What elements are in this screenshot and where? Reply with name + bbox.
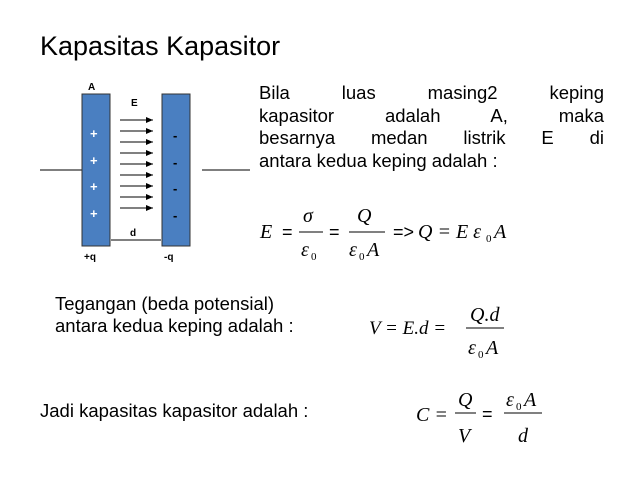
eq-sub: 0 (478, 349, 484, 361)
left-plate (82, 94, 110, 246)
intro-line: Bila luas masing2 keping (259, 82, 604, 103)
right-charge-label: -q (164, 252, 174, 263)
equals-sign: = (329, 222, 340, 242)
eq-sigma: σ (303, 205, 313, 227)
eq-d: d (518, 425, 528, 447)
minus-sign: - (173, 155, 178, 170)
implies-sign: => (393, 222, 415, 242)
equals-sign: = (482, 404, 493, 424)
left-charge-label: +q (84, 252, 96, 263)
right-plate (162, 94, 190, 246)
eq-eps: ε (506, 389, 514, 411)
intro-line: besarnya medan listrik E di (259, 127, 604, 148)
equals-sign: = (282, 222, 293, 242)
eq-cap-lhs: C = (416, 404, 448, 426)
field-label: E (131, 98, 138, 109)
eq-a: A (367, 239, 380, 261)
capacitance-equation (412, 384, 562, 454)
eq-voltage-lhs: V = E.d = (369, 318, 447, 339)
eq-field-lhs: E (260, 221, 273, 243)
voltage-line: Tegangan (beda potensial) (55, 293, 275, 314)
eq-qd: Q.d (470, 304, 500, 326)
intro-paragraph (259, 82, 604, 172)
eq-a: A (494, 221, 507, 243)
eq-a: A (524, 389, 537, 411)
voltage-text (55, 293, 294, 337)
voltage-line: antara kedua keping adalah : (55, 315, 294, 336)
voltage-equation (366, 303, 526, 369)
eq-a: A (486, 337, 499, 359)
plate-area-label: A (88, 82, 96, 93)
plus-sign: + (90, 206, 98, 221)
eq-eps: ε (301, 239, 309, 261)
eq-eps: ε (349, 239, 357, 261)
intro-line: kapasitor adalah A, maka (259, 104, 604, 126)
eq-q: Q (458, 389, 473, 411)
minus-sign: - (173, 128, 178, 143)
eq-sub: 0 (359, 251, 365, 263)
eq-sub: 0 (311, 251, 317, 263)
minus-sign: - (173, 208, 178, 223)
field-arrows (120, 120, 153, 208)
eq-eps: ε (468, 337, 476, 359)
eq-sub: 0 (516, 401, 522, 413)
capacitor-diagram (40, 78, 255, 278)
slide-title: Kapasitas Kapasitor (40, 31, 281, 61)
eq-sub: 0 (486, 233, 492, 245)
plus-sign: + (90, 179, 98, 194)
eq-q: Q (357, 205, 372, 227)
gap-label: d (130, 228, 137, 239)
plus-sign: + (90, 126, 98, 141)
plus-sign: + (90, 153, 98, 168)
minus-sign: - (173, 181, 178, 196)
eq-v: V (458, 425, 471, 447)
intro-line: antara kedua keping adalah : (259, 149, 498, 171)
capacitance-text: Jadi kapasitas kapasitor adalah : (40, 400, 309, 421)
field-equation (255, 200, 515, 266)
eq-rhs: Q = E ε (418, 221, 482, 243)
